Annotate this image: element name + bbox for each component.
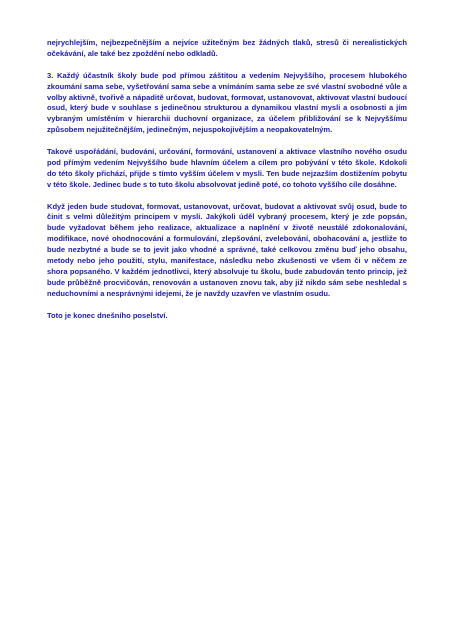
paragraph-purpose: Takové uspořádání, budování, určování, formování, ustanovení a aktivace vlastního nového osudu pod přímým vedením Nejvyššího bude hlavním účelem a cílem pro pobývání v této škole. Kdokoli do této školy přichází, přijde s tímto vyšším účelem v mysli. Ten bude nejzazším dostižením pobytu v této škole. Jedinec bude s to tuto školu absolvovat jedině poté, co tohoto vyššího cíle dosáhne.: [47, 147, 407, 189]
paragraph-closing: Toto je konec dnešního poselství.: [47, 310, 168, 320]
paragraph-continuation: nejrychlejším, nejbezpečnějším a nejvíce užitečným bez žádných tlaků, stresů či nerealistických očekávání, ale také bez zpoždění nebo odkladů.: [47, 38, 407, 58]
paragraph-principle: Když jeden bude studovat, formovat, ustanovovat, určovat, budovat a aktivovat svůj osud, bude to činit s velmi důležitým principem v mysli. Jakýkoli úděl vybraný procesem, který je zde popsán, bude vyžadovat během jeho realizace, aktualizace a naplnění v životě neustálé zdokonalování, modifikace, nové ohodnocování a formulování, zlepšování, zvelebování, obohacování a, jestliže to bude nezbytné a bude se to jevit jako vhodné a správné, také celkovou změnu buď jeho obsahu, metody nebo jeho použití, stylu, manifestace, následku nebo zkušenosti ve všem či v něčem ze shora popsaného. V každém jednotlivci, který absolvuje tu školu, bude zabudován tento princip, jež bude průběžně procvičován, renovován a ustanoven znovu tak, aby již nikdo sám sebe neshledal s neduchovními a nesprávnými idejemi, že je navždy uzavřen ve vlastním osudu.: [47, 201, 407, 298]
document-body: [47, 38, 407, 322]
paragraph-point-3: 3. Každý účastník školy bude pod přímou záštitou a vedením Nejvyššího, procesem hlubokého zkoumání sama sebe, vyšetřování sama sebe a vnímáním sama sebe ze své vlastní svobodné vůle a volby aktivně, tvořivě a nápaditě určovat, budovat, formovat, ustanovovat, aktivovat vlastní budoucí osud, který bude v souhlase s jedinečnou strukturou a dynamikou vlastní mysli a osobnosti a jím vybraným umístěním v hierarchii duchovní organizace, za účelem přibližování se k Nejvyššímu způsobem nejužitečnějším, jedinečným, nejuspokojivějším a neopakovatelným.: [47, 70, 407, 135]
